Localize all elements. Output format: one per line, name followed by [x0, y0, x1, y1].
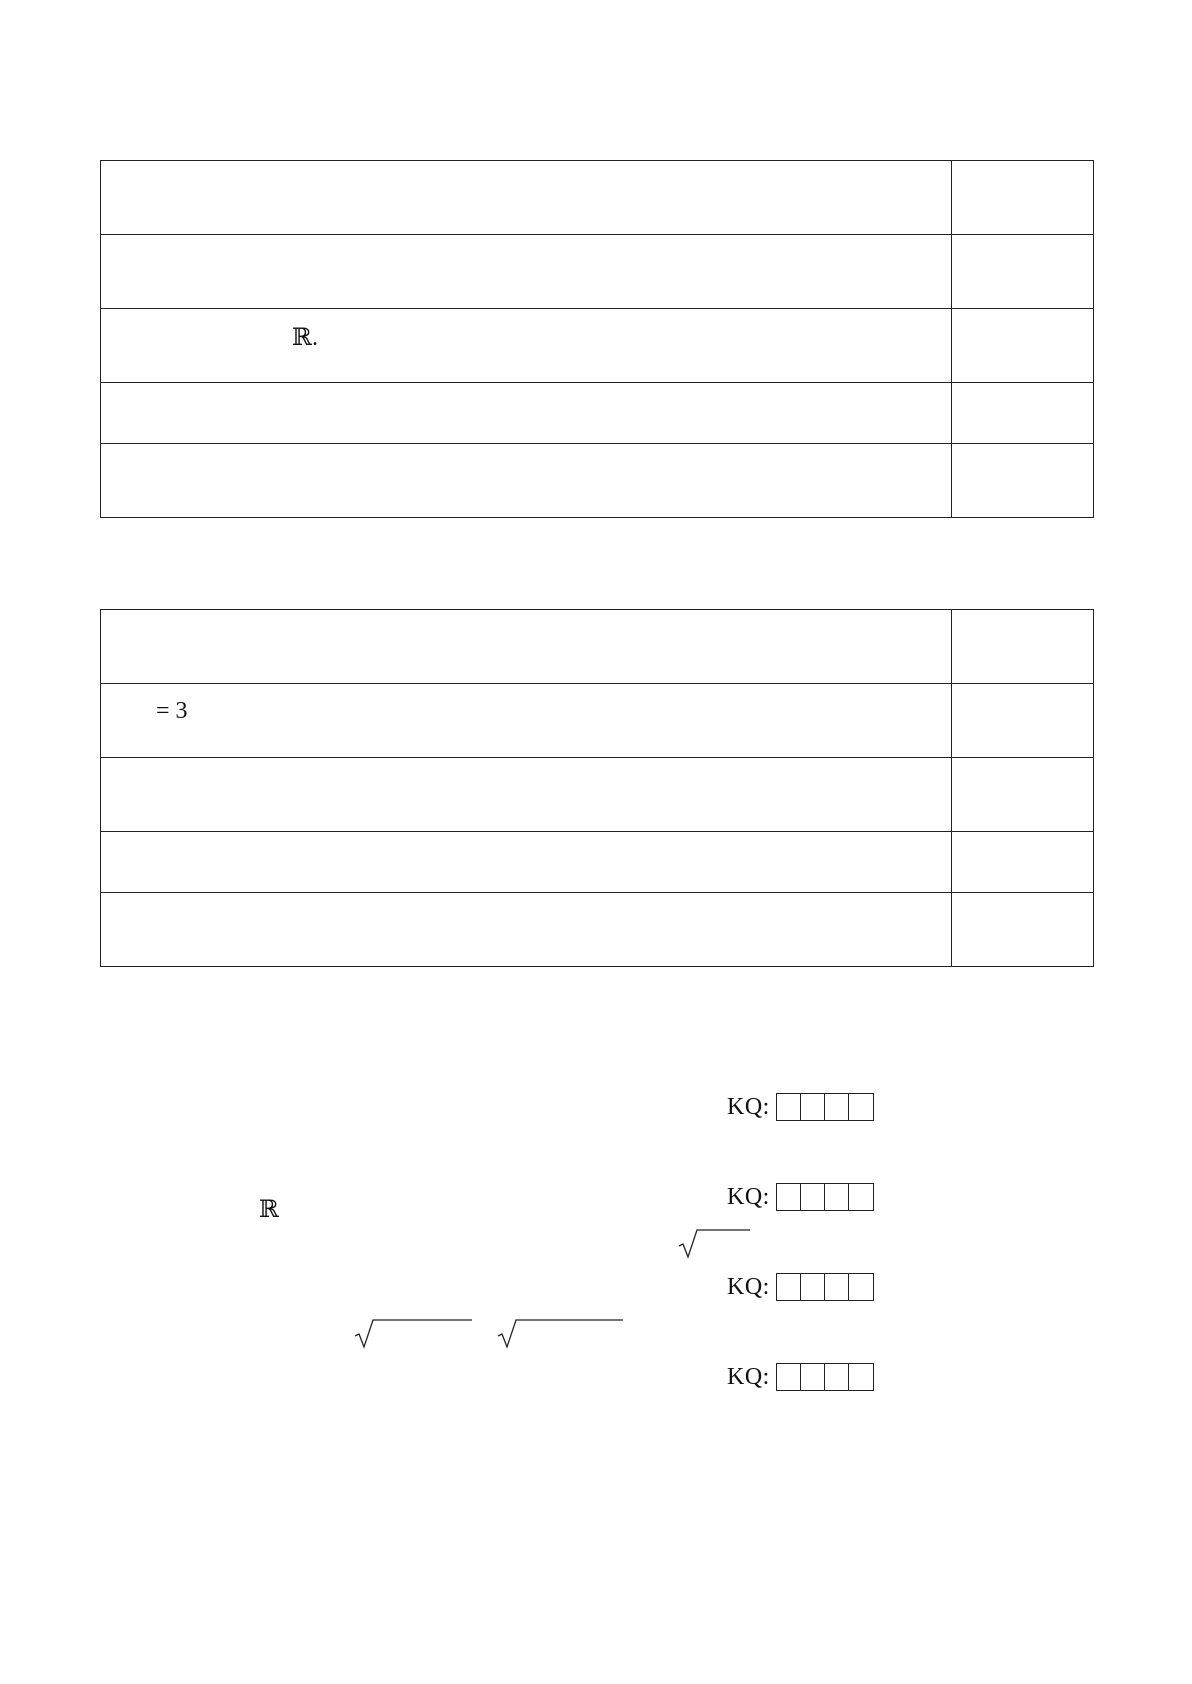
- statement-cell: [101, 309, 952, 383]
- table-row: [101, 444, 1094, 518]
- statement-cell: [101, 684, 952, 758]
- short-answer-3: [727, 1273, 874, 1301]
- kq-label: KQ:: [727, 1093, 770, 1120]
- answer-box[interactable]: [777, 1094, 801, 1120]
- short-answer-2: [727, 1183, 874, 1211]
- answer-cell[interactable]: [952, 684, 1094, 758]
- kq-label: KQ:: [727, 1363, 770, 1390]
- statement-cell: [101, 235, 952, 309]
- answer-cell[interactable]: [952, 383, 1094, 444]
- answer-box[interactable]: [849, 1094, 873, 1120]
- answer-cell[interactable]: [952, 444, 1094, 518]
- statement-text: = 3: [156, 698, 188, 724]
- answer-box[interactable]: [825, 1274, 849, 1300]
- answer-boxes[interactable]: [776, 1093, 874, 1121]
- table-row: [101, 893, 1094, 967]
- statement-cell: [101, 610, 952, 684]
- statement-text: ℝ.: [292, 325, 318, 351]
- reals-symbol: ℝ: [259, 1197, 279, 1223]
- answer-box[interactable]: [825, 1184, 849, 1210]
- table-row: [101, 758, 1094, 832]
- statement-cell: [101, 444, 952, 518]
- answer-box[interactable]: [825, 1364, 849, 1390]
- answer-box[interactable]: [825, 1094, 849, 1120]
- table-row: [101, 161, 1094, 235]
- statement-cell: [101, 832, 952, 893]
- answer-cell[interactable]: [952, 893, 1094, 967]
- true-false-table-2: [100, 609, 1094, 967]
- table-row: [101, 684, 1094, 758]
- sqrt-sign: [497, 1318, 623, 1350]
- sqrt-sign: [678, 1228, 750, 1260]
- answer-box[interactable]: [777, 1274, 801, 1300]
- statement-cell: [101, 383, 952, 444]
- answer-cell[interactable]: [952, 832, 1094, 893]
- short-answer-1: [727, 1093, 874, 1121]
- answer-boxes[interactable]: [776, 1363, 874, 1391]
- short-answer-4: [727, 1363, 874, 1391]
- answer-box[interactable]: [777, 1364, 801, 1390]
- answer-box[interactable]: [801, 1094, 825, 1120]
- answer-box[interactable]: [849, 1184, 873, 1210]
- answer-boxes[interactable]: [776, 1183, 874, 1211]
- sqrt-sign: [354, 1318, 472, 1350]
- answer-cell[interactable]: [952, 758, 1094, 832]
- table-row: [101, 309, 1094, 383]
- table-row: [101, 383, 1094, 444]
- answer-box[interactable]: [801, 1364, 825, 1390]
- true-false-table-1: [100, 160, 1094, 518]
- answer-cell[interactable]: [952, 309, 1094, 383]
- answer-boxes[interactable]: [776, 1273, 874, 1301]
- statement-cell: [101, 161, 952, 235]
- answer-cell[interactable]: [952, 610, 1094, 684]
- statement-cell: [101, 758, 952, 832]
- kq-label: KQ:: [727, 1273, 770, 1300]
- answer-cell[interactable]: [952, 161, 1094, 235]
- answer-box[interactable]: [777, 1184, 801, 1210]
- answer-box[interactable]: [849, 1274, 873, 1300]
- kq-label: KQ:: [727, 1183, 770, 1210]
- answer-box[interactable]: [849, 1364, 873, 1390]
- table-row: [101, 610, 1094, 684]
- answer-box[interactable]: [801, 1184, 825, 1210]
- table-row: [101, 235, 1094, 309]
- table-row: [101, 832, 1094, 893]
- answer-cell[interactable]: [952, 235, 1094, 309]
- statement-cell: [101, 893, 952, 967]
- answer-box[interactable]: [801, 1274, 825, 1300]
